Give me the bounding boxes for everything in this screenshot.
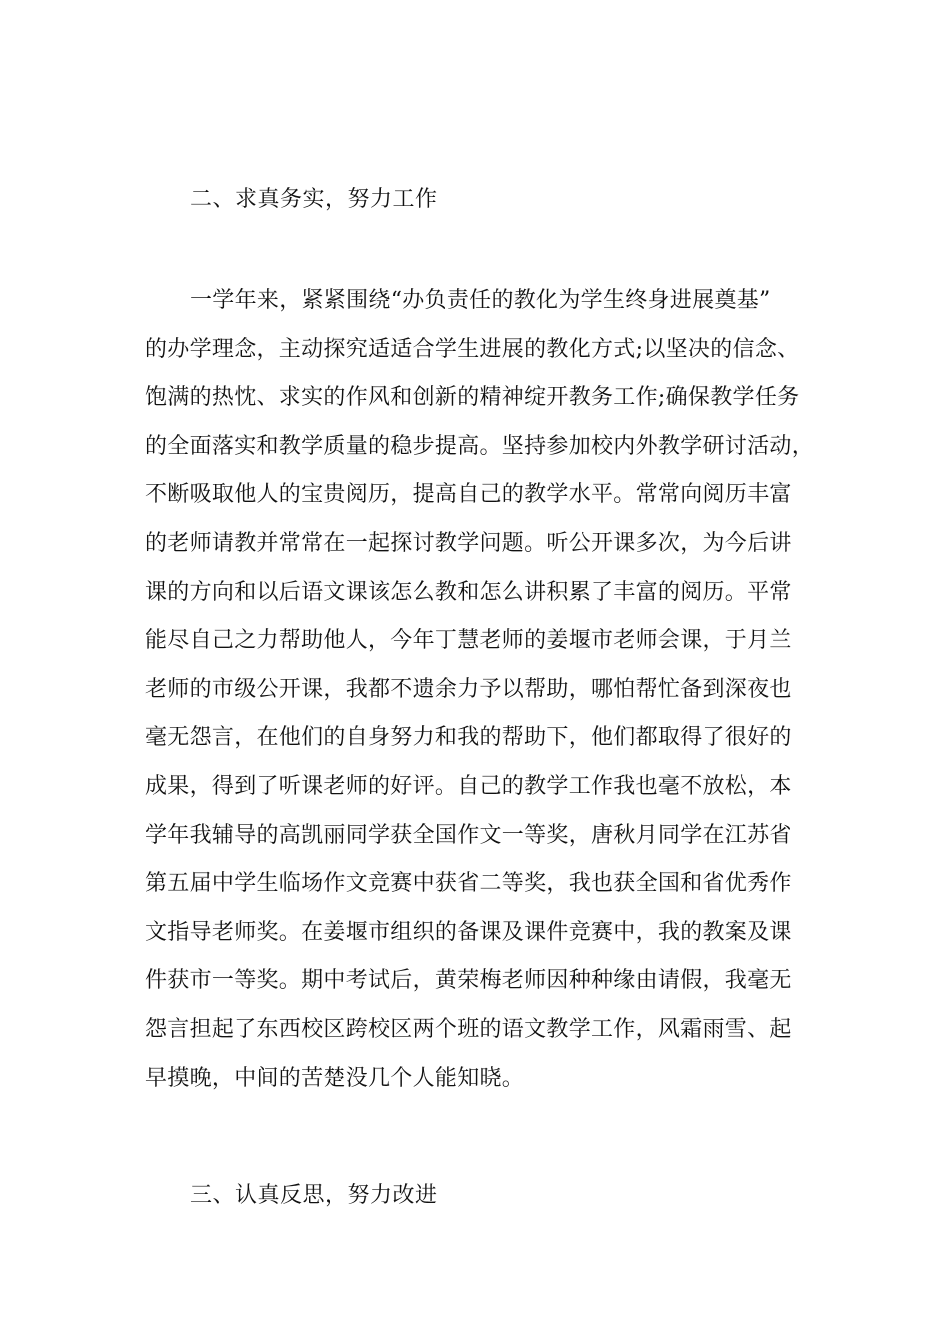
paragraph-line: 的办学理念，主动探究适适合学生进展的教化方式;以坚决的信念、 bbox=[145, 336, 800, 362]
paragraph-line: 早摸晚，中间的苦楚没几个人能知晓。 bbox=[145, 1065, 525, 1091]
paragraph-line: 第五届中学生临场作文竞赛中获省二等奖，我也获全国和省优秀作 bbox=[145, 871, 792, 897]
paragraph-line: 饱满的热忱、求实的作风和创新的精神绽开教务工作;确保教学任务 bbox=[145, 385, 800, 411]
paragraph-line: 怨言担起了东西校区跨校区两个班的语文教学工作，风霜雨雪、起 bbox=[145, 1016, 792, 1042]
body-paragraph bbox=[145, 285, 825, 1111]
paragraph-line: 课的方向和以后语文课该怎么教和怎么讲积累了丰富的阅历。平常 bbox=[145, 579, 792, 605]
paragraph-line: 的全面落实和教学质量的稳步提高。坚持参加校内外教学研讨活动， bbox=[145, 433, 815, 459]
paragraph-line: 能尽自己之力帮助他人，今年丁慧老师的姜堰市老师会课，于月兰 bbox=[145, 628, 792, 654]
paragraph-line: 毫无怨言，在他们的自身努力和我的帮助下，他们都取得了很好的 bbox=[145, 725, 792, 751]
paragraph-line: 件获市一等奖。期中考试后，黄荣梅老师因种种缘由请假，我毫无 bbox=[145, 968, 792, 994]
section-heading-2: 二、求真务实，努力工作 bbox=[190, 187, 438, 212]
paragraph-line: 的老师请教并常常在一起探讨教学问题。听公开课多次，为今后讲 bbox=[145, 530, 792, 556]
section-heading-3: 三、认真反思，努力改进 bbox=[190, 1183, 438, 1208]
paragraph-line: 文指导老师奖。在姜堰市组织的备课及课件竞赛中，我的教案及课 bbox=[145, 919, 792, 945]
paragraph-line: 老师的市级公开课，我都不遗余力予以帮助，哪怕帮忙备到深夜也 bbox=[145, 676, 792, 702]
paragraph-line: 成果，得到了听课老师的好评。自己的教学工作我也毫不放松，本 bbox=[145, 773, 792, 799]
paragraph-line: 一学年来，紧紧围绕“办负责任的教化为学生终身进展奠基” bbox=[190, 288, 771, 313]
paragraph-line: 不断吸取他人的宝贵阅历，提高自己的教学水平。常常向阅历丰富 bbox=[145, 482, 792, 508]
paragraph-line: 学年我辅导的高凯丽同学获全国作文一等奖，唐秋月同学在江苏省 bbox=[145, 822, 792, 848]
